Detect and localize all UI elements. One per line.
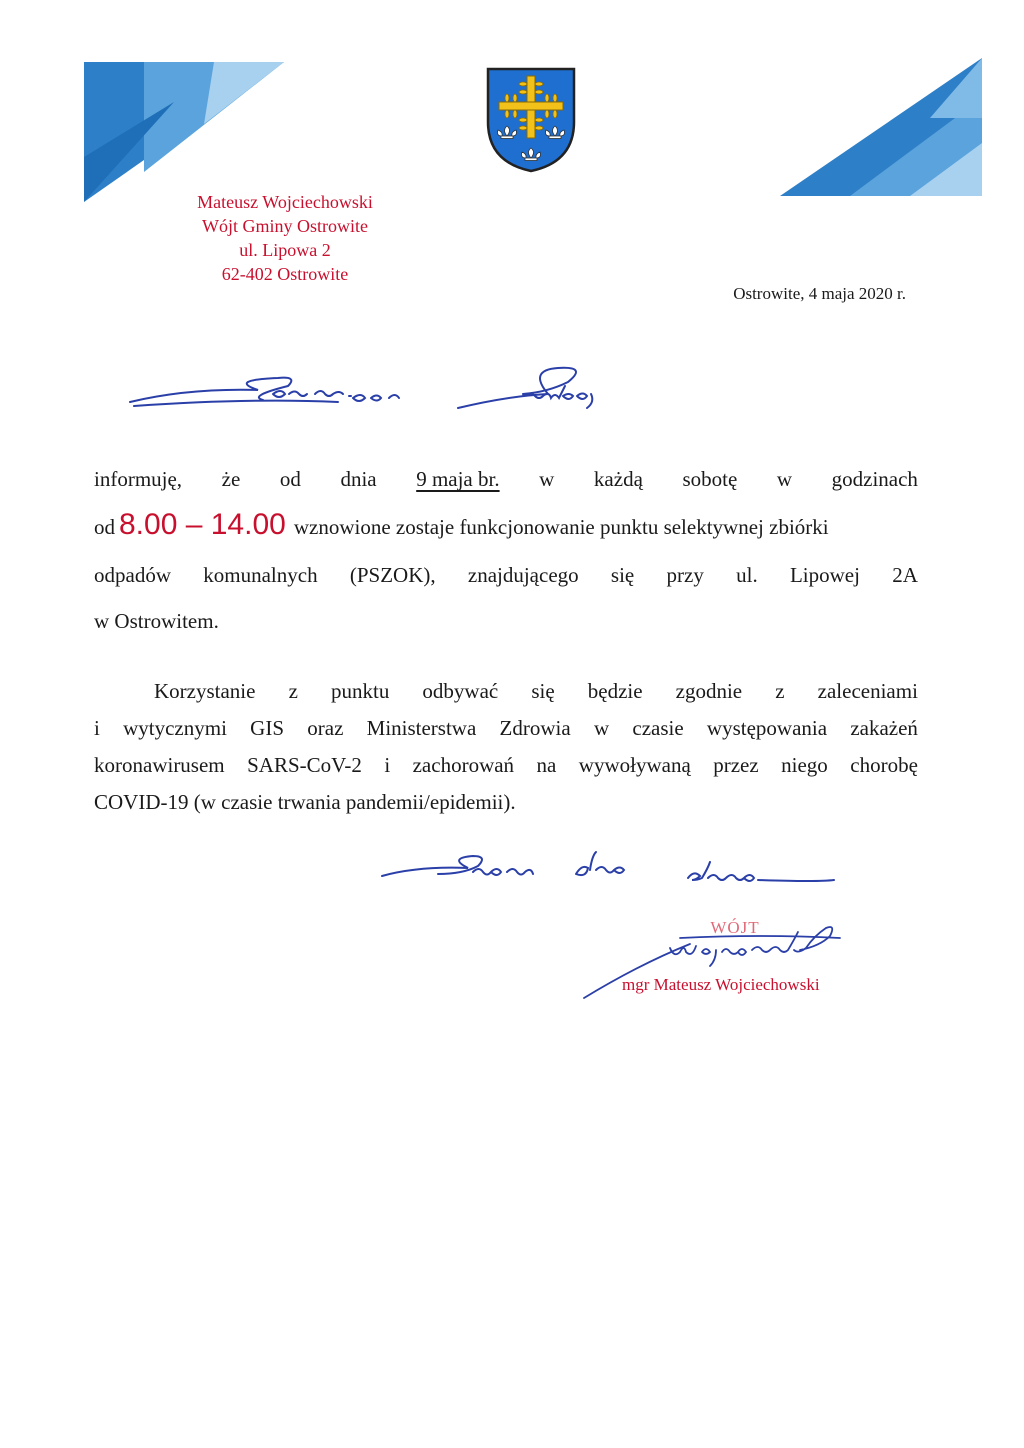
body-word: w bbox=[539, 467, 555, 491]
body-word: występowania bbox=[706, 716, 828, 740]
body-text: wznowione zostaje funkcjonowanie punktu selektywnej zbiórki bbox=[293, 515, 829, 539]
body-word: przy bbox=[666, 563, 704, 587]
body-word: z bbox=[288, 679, 298, 703]
body-word: przez bbox=[713, 753, 759, 777]
body-word: informuję, bbox=[94, 467, 183, 491]
letterhead-corner-right bbox=[780, 58, 982, 196]
letter-date: Ostrowite, 4 maja 2020 r. bbox=[733, 284, 906, 303]
sender-street: ul. Lipowa 2 bbox=[239, 240, 331, 260]
body-word: ul. bbox=[736, 563, 758, 587]
paragraph-line bbox=[94, 676, 918, 713]
body-word: chorobę bbox=[850, 753, 918, 777]
paragraph-line bbox=[94, 462, 918, 508]
body-word: z bbox=[775, 679, 785, 703]
body-word: wywoływaną bbox=[578, 753, 691, 777]
reopening-date: 9 maja br. bbox=[416, 467, 500, 491]
body-word: od bbox=[279, 467, 301, 491]
body-paragraph-1 bbox=[94, 462, 918, 650]
body-word: sobotę bbox=[682, 467, 738, 491]
body-word: odbywać bbox=[422, 679, 499, 703]
body-word: oraz bbox=[307, 716, 344, 740]
body-word: zgodnie bbox=[675, 679, 743, 703]
body-word: niego bbox=[781, 753, 828, 777]
sender-city: 62-402 Ostrowite bbox=[221, 264, 349, 284]
body-word: SARS-CoV-2 bbox=[247, 753, 362, 777]
paragraph-line bbox=[94, 750, 918, 787]
paragraph-line bbox=[94, 508, 918, 558]
body-word: zachorowań bbox=[412, 753, 515, 777]
body-word: że bbox=[221, 467, 241, 491]
paragraph-line bbox=[94, 713, 918, 750]
body-word: czasie bbox=[632, 716, 684, 740]
paragraph-line bbox=[94, 787, 918, 824]
body-word: dnia bbox=[340, 467, 377, 491]
body-word: każdą bbox=[593, 467, 643, 491]
body-word: punktu bbox=[330, 679, 390, 703]
body-paragraph-2 bbox=[94, 676, 918, 824]
handwritten-greeting bbox=[128, 350, 628, 430]
body-word: GIS bbox=[250, 716, 284, 740]
body-text: w Ostrowitem. bbox=[94, 609, 219, 633]
body-word: (PSZOK), bbox=[349, 563, 436, 587]
body-word: koronawirusem bbox=[94, 753, 225, 777]
body-word: się bbox=[610, 563, 635, 587]
stamp-name: mgr Mateusz Wojciechowski bbox=[622, 975, 820, 994]
body-word: będzie bbox=[587, 679, 643, 703]
letterhead-corner-left bbox=[84, 62, 284, 202]
coat-of-arms-icon bbox=[485, 66, 577, 174]
paragraph-line bbox=[94, 604, 918, 650]
body-word: w bbox=[593, 716, 610, 740]
body-word: godzinach bbox=[831, 467, 918, 491]
body-word: Zdrowia bbox=[499, 716, 571, 740]
body-word: 2A bbox=[892, 563, 918, 587]
body-word: się bbox=[531, 679, 555, 703]
body-word: zaleceniami bbox=[817, 679, 918, 703]
body-word: i bbox=[384, 753, 391, 777]
body-word: od bbox=[94, 515, 115, 539]
stamp-title: WÓJT bbox=[710, 918, 760, 937]
opening-hours: 8.00 – 14.00 bbox=[119, 508, 286, 541]
body-word: w bbox=[776, 467, 793, 491]
body-text: COVID-19 (w czasie trwania pandemii/epidemii). bbox=[94, 790, 516, 814]
sender-title: Wójt Gminy Ostrowite bbox=[202, 216, 368, 236]
sender-address bbox=[150, 190, 420, 286]
body-word: Lipowej bbox=[789, 563, 860, 587]
body-word: komunalnych bbox=[203, 563, 318, 587]
body-word: wytycznymi bbox=[123, 716, 227, 740]
body-word: i bbox=[94, 716, 100, 740]
body-word: Korzystanie bbox=[154, 679, 256, 703]
handwritten-closing bbox=[378, 848, 838, 898]
body-word: Ministerstwa bbox=[366, 716, 477, 740]
body-word: na bbox=[536, 753, 557, 777]
paragraph-line bbox=[94, 558, 918, 604]
body-word: odpadów bbox=[94, 563, 171, 587]
body-word: znajdującego bbox=[467, 563, 579, 587]
body-word: zakażeń bbox=[850, 716, 918, 740]
sender-name: Mateusz Wojciechowski bbox=[197, 192, 373, 212]
